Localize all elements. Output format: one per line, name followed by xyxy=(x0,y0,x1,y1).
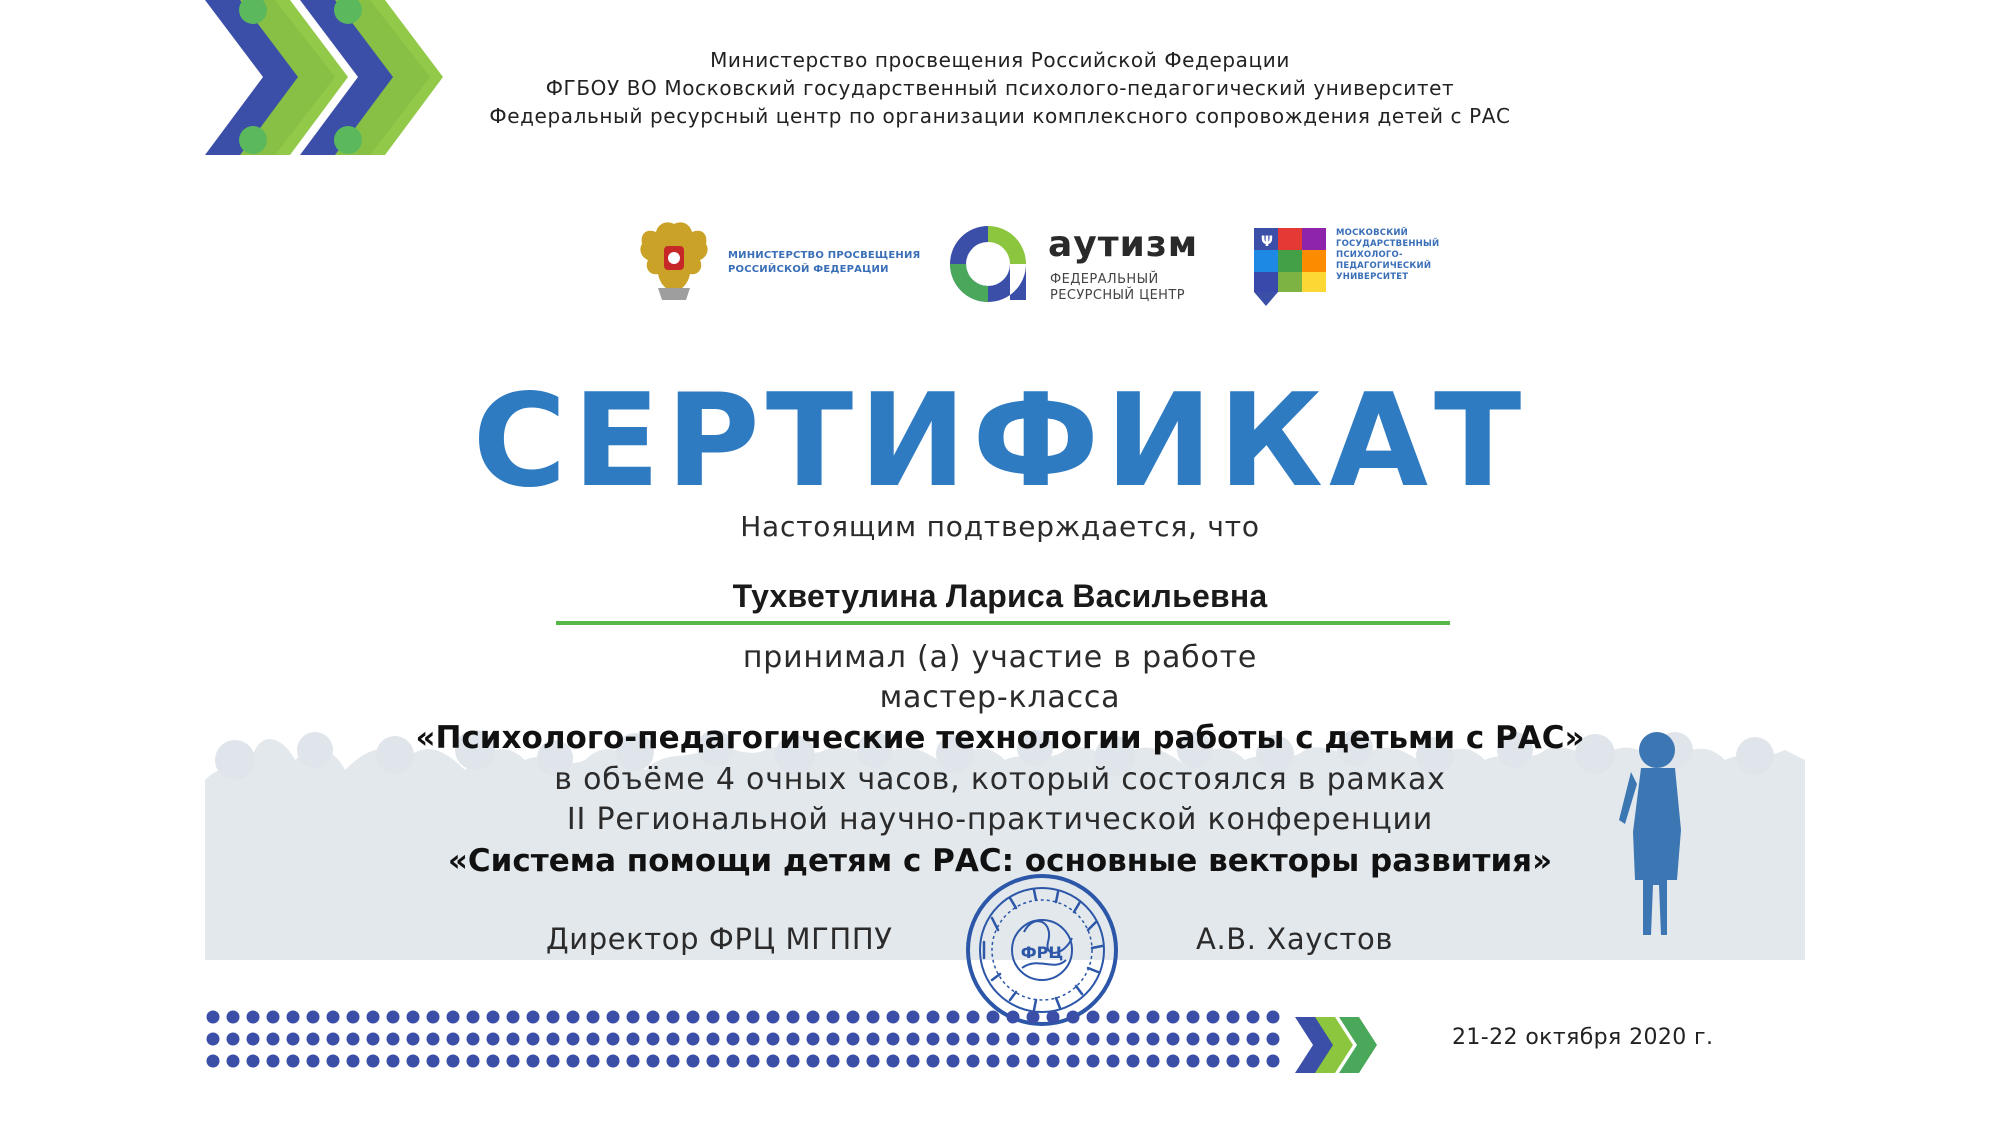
mgppu-line4: ПЕДАГОГИЧЕСКИЙ xyxy=(1336,261,1432,271)
footer-dot xyxy=(727,1011,740,1024)
footer-dot xyxy=(307,1011,320,1024)
footer-dot xyxy=(367,1033,380,1046)
autism-logo-sub1: ФЕДЕРАЛЬНЫЙ xyxy=(1050,272,1159,287)
footer-dot xyxy=(687,1055,700,1068)
footer-dot xyxy=(807,1011,820,1024)
footer-dot xyxy=(847,1011,860,1024)
footer-dot xyxy=(267,1011,280,1024)
footer-dot xyxy=(927,1011,940,1024)
confirm-text: Настоящим подтверждается, что xyxy=(740,510,1260,543)
footer-dot xyxy=(407,1011,420,1024)
certificate-title: СЕРТИФИКАТ xyxy=(472,367,1528,516)
footer-dot xyxy=(1067,1011,1080,1024)
event-type-line: мастер-класса xyxy=(879,680,1121,715)
footer-dot xyxy=(1267,1055,1280,1068)
footer-dot xyxy=(807,1033,820,1046)
footer-dot xyxy=(1247,1033,1260,1046)
footer-dot xyxy=(527,1055,540,1068)
footer-dot xyxy=(827,1011,840,1024)
footer-dot xyxy=(967,1033,980,1046)
footer-dot xyxy=(1267,1011,1280,1024)
footer-dot xyxy=(1007,1011,1020,1024)
footer-dot xyxy=(1027,1055,1040,1068)
footer-dot xyxy=(747,1033,760,1046)
footer-dot xyxy=(1207,1033,1220,1046)
footer-dot xyxy=(247,1033,260,1046)
footer-dot xyxy=(487,1055,500,1068)
footer-dot xyxy=(327,1055,340,1068)
footer-dot xyxy=(667,1011,680,1024)
footer-dot xyxy=(867,1033,880,1046)
footer-dot xyxy=(1047,1033,1060,1046)
svg-text:Ψ: Ψ xyxy=(1261,234,1273,250)
participation-line: принимал (а) участие в работе xyxy=(742,640,1258,675)
footer-dot xyxy=(747,1055,760,1068)
footer-dot xyxy=(787,1011,800,1024)
footer-dot xyxy=(667,1033,680,1046)
conference-line: II Региональной научно-практической конференции xyxy=(566,802,1434,837)
footer-dot xyxy=(1227,1011,1240,1024)
footer-dot xyxy=(607,1011,620,1024)
footer-dot xyxy=(287,1055,300,1068)
mgppu-line3: ПСИХОЛОГО- xyxy=(1336,250,1403,260)
footer-dot xyxy=(1247,1011,1260,1024)
footer-dot xyxy=(447,1011,460,1024)
footer-dot xyxy=(707,1055,720,1068)
autism-logo-word: аутизм xyxy=(1048,224,1199,265)
header-block xyxy=(0,48,2000,138)
mgppu-line1: МОСКОВСКИЙ xyxy=(1336,228,1408,238)
footer-dot xyxy=(907,1033,920,1046)
dotted-footer-band xyxy=(205,1005,1395,1085)
footer-dot xyxy=(447,1033,460,1046)
header-line-center: Федеральный ресурсный центр по организации комплексного сопровождения детей с РАС xyxy=(489,104,1511,128)
footer-dot xyxy=(587,1011,600,1024)
footer-dot xyxy=(887,1033,900,1046)
footer-dot xyxy=(727,1055,740,1068)
footer-dot xyxy=(427,1055,440,1068)
footer-dot xyxy=(947,1033,960,1046)
footer-dot xyxy=(867,1011,880,1024)
footer-dot xyxy=(967,1055,980,1068)
footer-dot xyxy=(707,1033,720,1046)
mgppu-line2: ГОСУДАРСТВЕННЫЙ xyxy=(1336,239,1440,249)
footer-dot xyxy=(667,1055,680,1068)
footer-dot xyxy=(1207,1011,1220,1024)
footer-dot xyxy=(927,1033,940,1046)
footer-dot xyxy=(1067,1055,1080,1068)
footer-dot xyxy=(1267,1033,1280,1046)
footer-dot xyxy=(587,1055,600,1068)
autism-logo-sub2: РЕСУРСНЫЙ ЦЕНТР xyxy=(1050,288,1185,303)
footer-dot xyxy=(707,1011,720,1024)
footer-dot xyxy=(527,1033,540,1046)
footer-dot xyxy=(207,1033,220,1046)
footer-dot xyxy=(1187,1011,1200,1024)
footer-dot xyxy=(267,1055,280,1068)
stamp-label: ФРЦ xyxy=(1020,943,1064,962)
footer-dot xyxy=(787,1055,800,1068)
footer-dot xyxy=(1027,1011,1040,1024)
footer-dot xyxy=(567,1055,580,1068)
recipient-name: Тухветулина Лариса Васильевна xyxy=(732,578,1268,614)
footer-dot xyxy=(467,1055,480,1068)
footer-dot xyxy=(527,1011,540,1024)
footer-dot xyxy=(1107,1055,1120,1068)
footer-dot xyxy=(947,1055,960,1068)
mgppu-logo xyxy=(1254,222,1454,308)
footer-dot xyxy=(347,1055,360,1068)
footer-dot xyxy=(567,1011,580,1024)
footer-dot xyxy=(627,1033,640,1046)
footer-dot xyxy=(807,1055,820,1068)
footer-dot xyxy=(647,1055,660,1068)
footer-dot xyxy=(487,1033,500,1046)
footer-dot xyxy=(547,1011,560,1024)
footer-dot xyxy=(387,1055,400,1068)
footer-dot xyxy=(447,1055,460,1068)
footer-dot xyxy=(267,1033,280,1046)
footer-dot xyxy=(1207,1055,1220,1068)
footer-dot xyxy=(547,1055,560,1068)
autism-logo xyxy=(940,220,1200,310)
conference-title-line: «Система помощи детям с РАС: основные векторы развития» xyxy=(447,843,1553,879)
footer-dot xyxy=(1087,1011,1100,1024)
autism-a-icon xyxy=(940,220,1036,306)
footer-dot xyxy=(627,1011,640,1024)
footer-dot xyxy=(767,1055,780,1068)
footer-dot xyxy=(207,1011,220,1024)
footer-dot xyxy=(487,1011,500,1024)
footer-dot xyxy=(987,1033,1000,1046)
footer-dot xyxy=(507,1033,520,1046)
footer-dot xyxy=(647,1011,660,1024)
footer-dot xyxy=(367,1055,380,1068)
footer-dot xyxy=(407,1055,420,1068)
footer-dot xyxy=(347,1033,360,1046)
footer-dot xyxy=(207,1055,220,1068)
footer-dot xyxy=(827,1033,840,1046)
footer-dot xyxy=(627,1055,640,1068)
header-line-university: ФГБОУ ВО Московский государственный психолого-педагогический университет xyxy=(545,76,1455,100)
footer-dot xyxy=(907,1011,920,1024)
footer-dot xyxy=(347,1011,360,1024)
footer-dot xyxy=(1087,1033,1100,1046)
mgppu-logo-text xyxy=(1336,228,1439,283)
ministry-logo-line1: МИНИСТЕРСТВО ПРОСВЕЩЕНИЯ xyxy=(728,250,921,261)
footer-dot xyxy=(947,1011,960,1024)
footer-dot xyxy=(727,1033,740,1046)
footer-dot xyxy=(767,1033,780,1046)
director-name: А.В. Хаустов xyxy=(1196,922,1394,956)
footer-dot xyxy=(1147,1033,1160,1046)
footer-dot xyxy=(367,1011,380,1024)
footer-dot xyxy=(507,1055,520,1068)
footer-dot xyxy=(1127,1033,1140,1046)
footer-dot xyxy=(1187,1033,1200,1046)
footer-dot xyxy=(387,1033,400,1046)
footer-dot xyxy=(587,1033,600,1046)
event-date: 21-22 октября 2020 г. xyxy=(1452,1025,1714,1050)
footer-dot xyxy=(987,1055,1000,1068)
footer-dot xyxy=(907,1055,920,1068)
footer-dot xyxy=(327,1033,340,1046)
footer-dot xyxy=(1107,1011,1120,1024)
footer-dot xyxy=(307,1033,320,1046)
footer-dot xyxy=(227,1033,240,1046)
footer-dot xyxy=(1167,1011,1180,1024)
footer-dot xyxy=(1007,1055,1020,1068)
footer-dot xyxy=(467,1033,480,1046)
footer-dot xyxy=(307,1055,320,1068)
footer-dot xyxy=(1067,1033,1080,1046)
footer-dot xyxy=(847,1055,860,1068)
ministry-logo-line2: РОССИЙСКОЙ ФЕДЕРАЦИИ xyxy=(728,264,889,275)
director-position: Директор ФРЦ МГППУ xyxy=(546,922,893,956)
event-title-line: «Психолого-педагогические технологии работы с детьми с РАС» xyxy=(415,720,1585,756)
recipient-underline xyxy=(556,621,1450,625)
footer-dot xyxy=(1147,1011,1160,1024)
footer-dot xyxy=(227,1055,240,1068)
hours-line: в объёме 4 очных часов, который состоялся в рамках xyxy=(554,762,1446,797)
footer-dot xyxy=(387,1011,400,1024)
footer-dot xyxy=(327,1011,340,1024)
footer-dot xyxy=(1047,1055,1060,1068)
footer-dot xyxy=(1007,1033,1020,1046)
footer-dot xyxy=(1227,1033,1240,1046)
footer-dot xyxy=(1127,1011,1140,1024)
footer-dot xyxy=(1107,1033,1120,1046)
footer-dot xyxy=(687,1011,700,1024)
footer-dot xyxy=(227,1011,240,1024)
footer-dot xyxy=(967,1011,980,1024)
footer-dot xyxy=(687,1033,700,1046)
footer-dot xyxy=(1167,1055,1180,1068)
footer-dot xyxy=(767,1011,780,1024)
footer-dot xyxy=(1147,1055,1160,1068)
footer-dot xyxy=(547,1033,560,1046)
footer-dot xyxy=(827,1055,840,1068)
footer-dot xyxy=(1167,1033,1180,1046)
footer-dot xyxy=(287,1033,300,1046)
footer-dot xyxy=(467,1011,480,1024)
footer-dot xyxy=(1047,1011,1060,1024)
footer-dot xyxy=(1087,1055,1100,1068)
footer-dot xyxy=(787,1033,800,1046)
footer-dot xyxy=(887,1055,900,1068)
footer-dot xyxy=(567,1033,580,1046)
footer-dot xyxy=(927,1055,940,1068)
footer-dot xyxy=(987,1011,1000,1024)
header-line-ministry: Министерство просвещения Российской Федерации xyxy=(710,48,1290,72)
footer-dot xyxy=(247,1055,260,1068)
footer-dot xyxy=(607,1033,620,1046)
footer-dot xyxy=(847,1033,860,1046)
footer-dot xyxy=(1127,1055,1140,1068)
footer-dot xyxy=(427,1033,440,1046)
footer-dot xyxy=(607,1055,620,1068)
ministry-logo xyxy=(636,218,936,304)
footer-dot xyxy=(1187,1055,1200,1068)
footer-dot xyxy=(1027,1033,1040,1046)
footer-dot xyxy=(887,1011,900,1024)
footer-dot xyxy=(407,1033,420,1046)
footer-dot xyxy=(1227,1055,1240,1068)
footer-dot xyxy=(747,1011,760,1024)
footer-dot xyxy=(1247,1055,1260,1068)
footer-dot xyxy=(867,1055,880,1068)
footer-dot xyxy=(507,1011,520,1024)
footer-dot xyxy=(287,1011,300,1024)
mgppu-line5: УНИВЕРСИТЕТ xyxy=(1336,272,1409,282)
footer-dot xyxy=(247,1011,260,1024)
mgppu-emblem-icon xyxy=(1254,222,1328,308)
footer-dot xyxy=(427,1011,440,1024)
footer-dot xyxy=(647,1033,660,1046)
coat-of-arms-icon xyxy=(636,218,712,304)
